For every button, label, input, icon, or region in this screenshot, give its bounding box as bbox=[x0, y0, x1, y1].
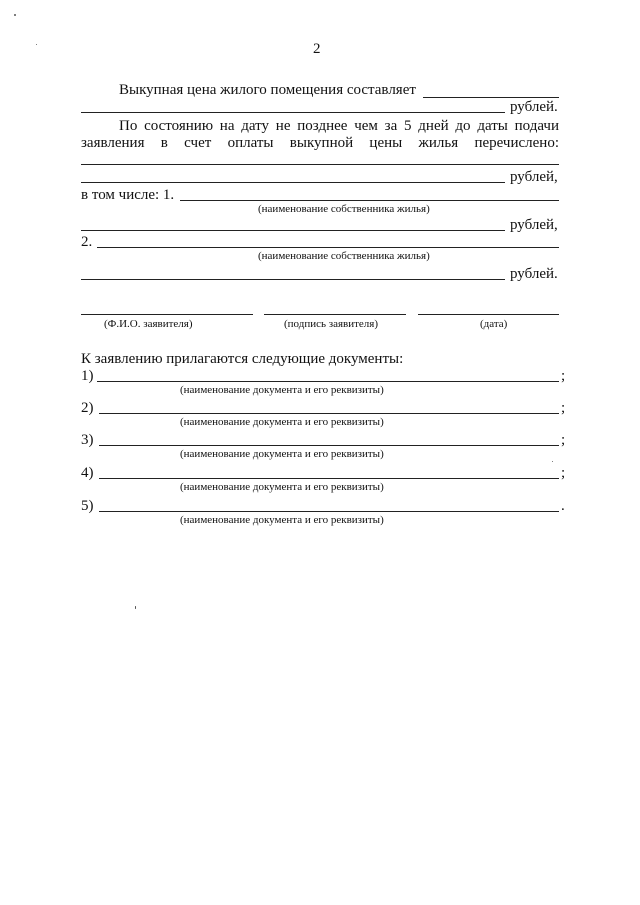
scan-speck bbox=[135, 606, 136, 609]
date-field[interactable] bbox=[418, 314, 559, 315]
attachment-5-end: . bbox=[561, 498, 565, 514]
attachment-4-end: ; bbox=[561, 465, 566, 481]
owner-1-caption: (наименование собственника жилья) bbox=[258, 203, 430, 215]
attachment-1-field[interactable] bbox=[97, 381, 559, 382]
paid-text-line1: По состоянию на дату не позднее чем за 5 дней до даты подачи bbox=[119, 118, 559, 134]
owner-1-amount-field[interactable] bbox=[81, 230, 505, 231]
attachment-5-number: 5) bbox=[81, 498, 94, 514]
attachment-1-number: 1) bbox=[81, 368, 94, 384]
owner-2-name-field[interactable] bbox=[97, 247, 559, 248]
attachment-3-field[interactable] bbox=[99, 445, 559, 446]
attachment-1-end: ; bbox=[561, 368, 566, 384]
attachment-4-number: 4) bbox=[81, 465, 94, 481]
attachment-3-caption: (наименование документа и его реквизиты) bbox=[180, 448, 384, 460]
owner-1-rub-label: рублей, bbox=[510, 217, 558, 233]
owner-2-caption: (наименование собственника жилья) bbox=[258, 250, 430, 262]
purchase-price-field-continued[interactable] bbox=[81, 112, 505, 113]
applicant-signature-field[interactable] bbox=[264, 314, 406, 315]
scan-speck bbox=[14, 14, 16, 16]
scan-speck bbox=[552, 461, 553, 462]
attachment-2-caption: (наименование документа и его реквизиты) bbox=[180, 416, 384, 428]
paid-text-line2: заявления в счет оплаты выкупной цены жилья перечислено: bbox=[81, 135, 559, 151]
attachment-2-number: 2) bbox=[81, 400, 94, 416]
purchase-rub-label: рублей. bbox=[510, 99, 558, 115]
applicant-signature-caption: (подпись заявителя) bbox=[284, 318, 379, 330]
paid-rub-label: рублей, bbox=[510, 169, 558, 185]
owner-2-rub-label: рублей. bbox=[510, 266, 558, 282]
purchase-price-label: Выкупная цена жилого помещения составляет bbox=[119, 82, 416, 98]
paid-amount-field[interactable] bbox=[81, 164, 559, 165]
applicant-name-field[interactable] bbox=[81, 314, 253, 315]
date-caption: (дата) bbox=[480, 318, 508, 330]
attachment-2-field[interactable] bbox=[99, 413, 559, 414]
owner-2-amount-field[interactable] bbox=[81, 279, 505, 280]
attachment-3-number: 3) bbox=[81, 432, 94, 448]
owner-1-name-field[interactable] bbox=[180, 200, 559, 201]
page-number: 2 bbox=[313, 41, 321, 57]
attachment-3-end: ; bbox=[561, 432, 566, 448]
applicant-name-caption: (Ф.И.О. заявителя) bbox=[104, 318, 193, 330]
attachment-4-field[interactable] bbox=[99, 478, 559, 479]
attachments-heading: К заявлению прилагаются следующие документы: bbox=[81, 351, 404, 367]
attachment-5-field[interactable] bbox=[99, 511, 559, 512]
attachment-4-caption: (наименование документа и его реквизиты) bbox=[180, 481, 384, 493]
including-label: в том числе: 1. bbox=[81, 187, 175, 203]
paid-amount-field-continued[interactable] bbox=[81, 182, 505, 183]
owner-2-number: 2. bbox=[81, 234, 93, 250]
attachment-1-caption: (наименование документа и его реквизиты) bbox=[180, 384, 384, 396]
scan-speck bbox=[36, 44, 37, 45]
attachment-5-caption: (наименование документа и его реквизиты) bbox=[180, 514, 384, 526]
attachment-2-end: ; bbox=[561, 400, 566, 416]
